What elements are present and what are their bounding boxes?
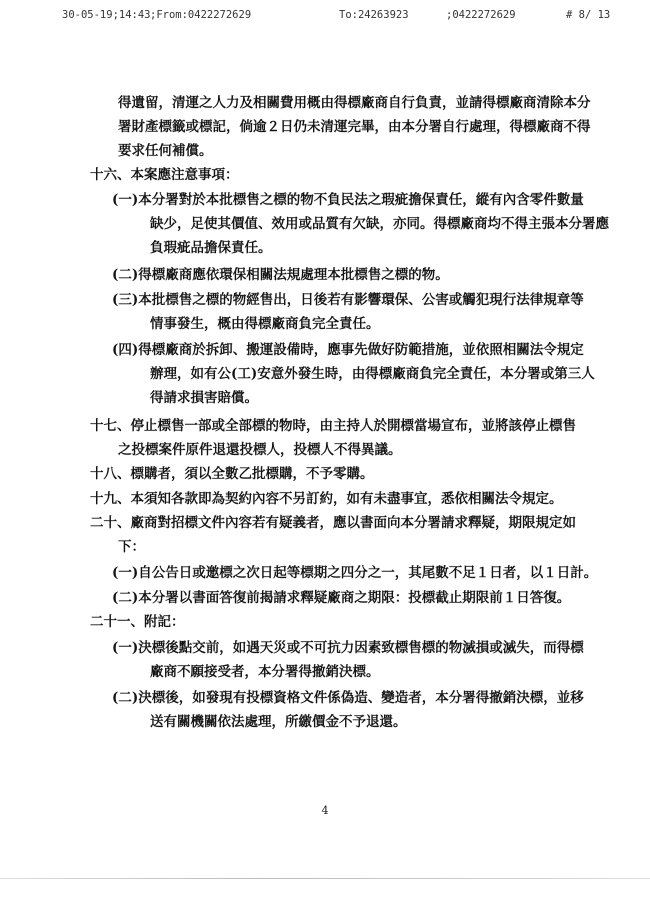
text-line: 辦理，如有公(工)安意外發生時，由得標廠商負完全責任，本分署或第三人 (150, 366, 595, 382)
text-line: 得遺留，清運之人力及相關費用概由得標廠商自行負責，並請得標廠商清除本分 (118, 95, 591, 111)
list-item: (四)得標廠商於拆卸、搬運設備時，應事先做好防範措施，並依照相關法令規定 (112, 342, 584, 358)
fax-from: ;From:0422272629 (150, 9, 252, 21)
section-heading: 十六、本案應注意事項： (90, 167, 239, 183)
section-heading: 二十一、附記： (90, 614, 185, 630)
text-line: 得請求損害賠償。 (150, 390, 258, 406)
section-heading: 十七、停止標售一部或全部標的物時，由主持人於開標當場宣布，並將該停止標售 (90, 418, 576, 434)
text-line: 送有關機關依法處理，所繳價金不予退還。 (150, 714, 407, 730)
list-item: (二)本分署以書面答復前揭請求釋疑廠商之期限：投標截止期限前１日答復。 (112, 590, 571, 606)
text-line: 廠商不願接受者，本分署得撤銷決標。 (150, 664, 380, 680)
page-number: 4 (321, 804, 329, 817)
list-item: (一)決標後點交前，如遇天災或不可抗力因素致標售標的物滅損或滅失，而得標 (112, 640, 584, 656)
section-heading: 十八、標購者，須以全數乙批標購，不予零購。 (90, 466, 374, 482)
text-line: 情事發生，概由得標廠商負完全責任。 (150, 316, 380, 332)
text-line: 要求任何補償。 (118, 143, 213, 159)
section-heading: 十九、本須知各款即為契約內容不另訂約，如有未盡事宜，悉依相關法令規定。 (90, 491, 563, 507)
text-line: 缺少，足使其價值、效用或品質有欠缺，亦同。得標廠商均不得主張本分署應 (150, 216, 609, 232)
fax-datetime: 30-05-19;14:43 (62, 9, 151, 21)
list-item: (三)本批標售之標的物經售出，日後若有影響環保、公害或觸犯現行法律規章等 (112, 292, 584, 308)
list-item: (二)得標廠商應依環保相關法規處理本批標售之標的物。 (112, 267, 449, 283)
fax-to-number: ;0422272629 (446, 9, 516, 21)
fax-header (0, 9, 650, 25)
list-item: (二)決標後，如發現有投標資格文件係偽造、變造者，本分署得撤銷決標，並移 (112, 690, 584, 706)
fax-to: To:24263923 (339, 9, 409, 21)
list-item: (一)本分署對於本批標售之標的物不負民法之瑕疵擔保責任，縱有內含零件數量 (112, 192, 584, 208)
section-heading: 二十、廠商對招標文件內容若有疑義者，應以書面向本分署請求釋疑，期限規定如 (90, 515, 576, 531)
text-line: 下： (118, 539, 145, 555)
text-line: 負瑕疵品擔保責任。 (150, 240, 272, 256)
scan-fold-line (0, 878, 650, 879)
text-line: 署財產標籤或標記，倘逾２日仍未清運完畢，由本分署自行處理，得標廠商不得 (118, 119, 591, 135)
fax-page-count: # 8/ 13 (566, 9, 611, 21)
list-item: (一)自公告日或邀標之次日起等標期之四分之一，其尾數不足１日者，以１日計。 (112, 565, 598, 581)
text-line: 之投標案件原件退還投標人，投標人不得異議。 (118, 442, 402, 458)
